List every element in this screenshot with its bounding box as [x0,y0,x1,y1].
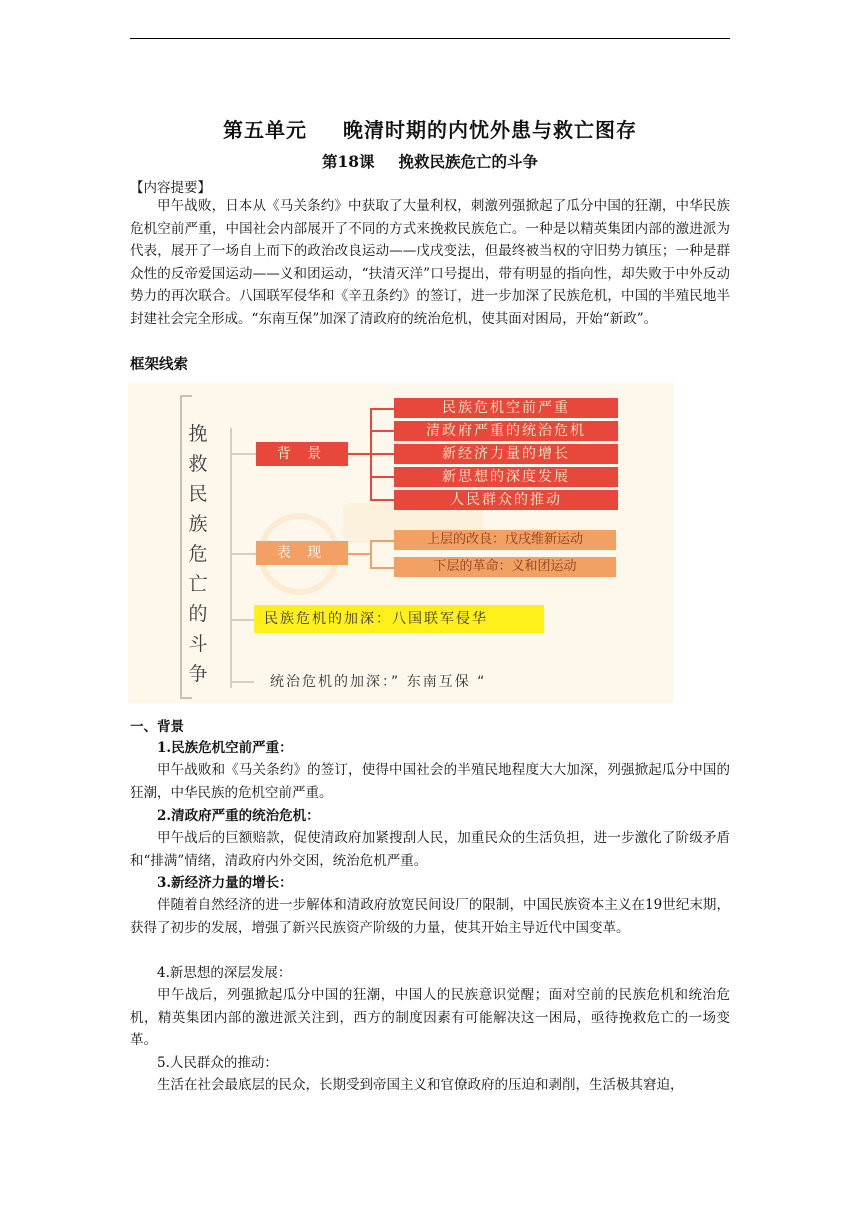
title-char: 族 [188,513,208,535]
connector [348,553,370,555]
title-char: 争 [188,663,208,685]
connector [370,540,394,542]
title-char: 危 [188,543,208,565]
item-body: 伴随着自然经济的进一步解体和清政府放宽民间设厂的限制，中国民族资本主义在19世纪末期，获得了初步的发展，增强了新兴民族资产阶级的力量，使其开始主导近代中国变革。 [130,897,730,936]
item-title: 1.民族危机空前严重： [157,740,293,756]
background-item: 人民群众的推动 [394,490,618,510]
connector [230,553,256,555]
connector [370,476,394,478]
connector [230,681,254,683]
background-item: 清政府严重的统治危机 [394,421,618,441]
summary-label: 【内容提要】 [130,180,211,196]
title-char: 斗 [188,633,208,655]
background-item: 新经济力量的增长 [394,444,618,464]
section-heading: 一、背景 [130,719,184,735]
item-title: 5.人民群众的推动： [157,1055,278,1071]
item-body: 生活在社会最底层的民众，长期受到帝国主义和官僚政府的压迫和剥削，生活极其窘迫， [157,1077,684,1093]
item-title: 2.清政府严重的统治危机： [157,808,320,824]
item-title: 4.新思想的深层发展： [157,965,292,981]
unit-number: 第五单元 [223,118,307,142]
lesson-name: 挽救民族危亡的斗争 [398,152,539,171]
item-body: 甲午战败和《马关条约》的签订，使得中国社会的半殖民地程度大大加深，列强掀起瓜分中国的狂潮，中华民族的危机空前严重。 [130,762,730,801]
lesson-title [0,150,860,172]
connector-trunk [230,428,232,688]
title-char: 民 [188,483,208,505]
connector [370,408,394,410]
title-char: 救 [188,453,208,475]
framework-label: 框架线索 [130,356,188,373]
connector [230,619,254,621]
connector [370,499,394,501]
background-label: 背 景 [256,442,348,466]
item-body: 甲午战后，列强掀起瓜分中国的狂潮，中国人的民族意识觉醒；面对空前的民族危机和统治危机，精英集团内部的激进派关注到，西方的制度因素有可能解决这一困局，亟待挽救危亡的一场变革。 [130,987,730,1048]
rule-crisis-deepening: 统治危机的加深：” 东南互保 “ [270,674,487,690]
summary-paragraph: 甲午战败，日本从《马关条约》中获取了大量利权，刺激列强掀起了瓜分中国的狂潮，中华民族危机空前严重，中国社会内部展开了不同的方式来挽救民族危亡。一种是以精英集团内部的激进派为代表，展开了一场自上而下的政治改良运动——戊戌变法，但最终被当权的守旧势力镇压；一种是群众性的反帝爱国运动——义和团运动，“扶清灭洋”口号提出，带有明显的指向性，却失败于中外反动势力的再次联合。八国联军侵华和《辛丑条约》的签订，进一步加深了民族危机，中国的半殖民地半封建社会完全形成。“东南互保”加深了清政府的统治危机，使其面对困局，开始“新政”。 [130,198,730,327]
connector [370,430,394,432]
framework-diagram [128,383,674,703]
header-rule [130,38,730,39]
manifest-label: 表 现 [256,541,348,565]
national-crisis-deepening: 民族危机的加深：八国联军侵华 [254,605,544,633]
manifest-item: 上层的改良：戊戌维新运动 [394,530,616,550]
connector [370,453,394,455]
item-body: 甲午战后的巨额赔款，促使清政府加紧搜刮人民，加重民众的生活负担，进一步激化了阶级矛盾和“排满”情绪，清政府内外交困，统治危机严重。 [130,830,730,869]
connector [370,540,372,568]
diagram-vertical-title [184,419,212,689]
background-item: 民族危机空前严重 [394,398,618,418]
title-char: 的 [188,603,208,625]
connector [230,453,256,455]
lesson-number: 第18课 [321,152,375,171]
title-char: 挽 [188,423,208,445]
unit-title [0,114,860,143]
background-item: 新思想的深度发展 [394,467,618,487]
manifest-item: 下层的革命：义和团运动 [394,557,616,577]
item-title: 3.新经济力量的增长： [157,875,293,891]
title-char: 亡 [188,573,208,595]
unit-name: 晚清时期的内忧外患与救亡图存 [343,118,637,142]
connector [370,567,394,569]
connector [348,453,370,455]
